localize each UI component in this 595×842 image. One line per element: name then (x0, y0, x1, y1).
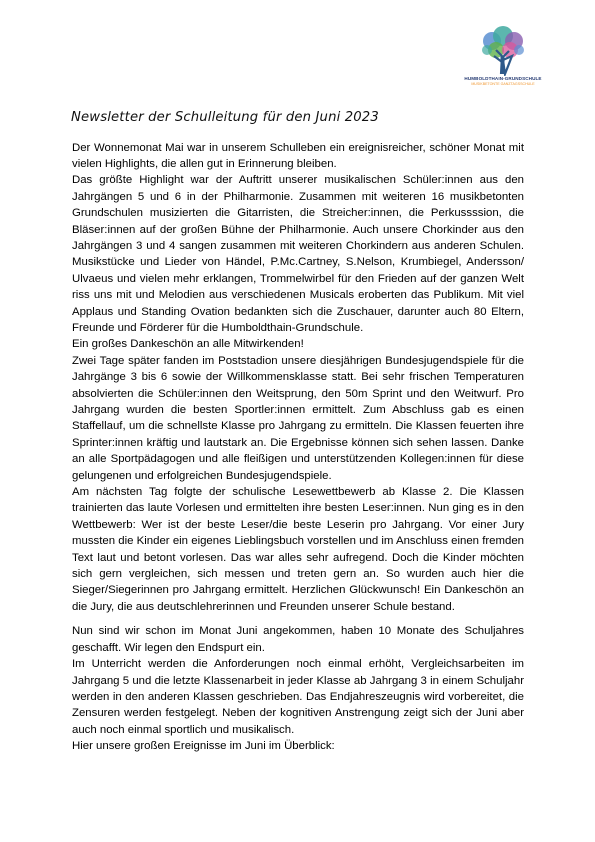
paragraph-thanks: Ein großes Dankeschön an alle Mitwirkenden! (72, 338, 304, 351)
logo-subtitle: MUSIKBETONTE GANZTAGSSCHULE (471, 82, 535, 86)
paragraph-bundesjugendspiele: Zwei Tage später fanden im Poststadion unsere diesjährigen Bundesjugendspiele für die Jahrgänge 3 bis 6 sowie der Willkommensklasse statt. Bei sehr frischen Temperaturen absolvierten die Schüler:innen den Weitsprung, den 50m Sprint und den Weitwurf. Pro Jahrgang wurden die besten Sportler:innen ermittelt. Zum Abschluss gab es einen Staffellauf, um die schnellste Klasse pro Jahrgang zu ermitteln. Die Klassen feuerten ihre Sprinter:innen kräftig und lautstark an. Die Ergebnisse können sich sehen lassen. Danke an alle Sportpädagogen und alle fleißigen und unterstützenden Kollegen:innen für diese gelungenen und erfolgreichen Bundesjugendspiele. (72, 354, 524, 482)
paragraph-unterricht: Im Unterricht werden die Anforderungen noch einmal erhöht, Vergleichsarbeiten im Jahrgang 5 und die letzte Klassenarbeit in jeder Klasse ab Jahrgang 3 in einem Schuljahr werden in den anderen Klassen geschrieben. Das Endjahreszeugnis wird vorbereitet, die Zensuren werden festgelegt. Neben der kognitiven Anstrengung zeigt sich der Juni aber auch noch einmal sportlich und musikalisch. (72, 658, 524, 736)
tree-logo-icon (474, 26, 532, 76)
school-logo (462, 26, 544, 92)
page-title: Newsletter der Schulleitung für den Juni 2023 (71, 110, 379, 125)
paragraph-juni: Nun sind wir schon im Monat Juni angekommen, haben 10 Monate des Schuljahres geschafft. Wir legen den Endspurt ein. (72, 625, 524, 654)
newsletter-body (72, 140, 524, 755)
paragraph-intro: Der Wonnemonat Mai war in unserem Schulleben ein ereignisreicher, schöner Monat mit vielen Highlights, die allen gut in Erinnerung bleiben. (72, 141, 524, 170)
paragraph-philharmonie: Das größte Highlight war der Auftritt unserer musikalischen Schüler:innen aus den Jahrgängen 5 und 6 in der Philharmonie. Zusammen mit weiteren 16 musikbetonten Grundschulen musizierten die Gitarristen, die Streicher:innen, die Perkussssion, die Bläser:innen auf der großen Bühne der Philharmonie. Auch unsere Chorkinder aus den Jahrgängen 3 und 4 sangen zusammen mit weiteren Chorkindern aus anderen Schulen. Musikstücke und Lieder von Händel, P.Mc.Cartney, S.Nelson, Krumbiegel, Andersson/ Ulvaeus und vielen mehr erklangen, Trommelwirbel für den Frieden auf der ganzen Welt riss uns mit und Melodien aus verschiedenen Musicals eroberten das Publikum. Mit viel Applaus und Standing Ovation bedankten sich die Zuschauer, darunter auch 80 Eltern, Freunde und Förderer für die Humboldthain-Grundschule. (72, 174, 524, 334)
paragraph-lesewettbewerb: Am nächsten Tag folgte der schulische Lesewettbewerb ab Klasse 2. Die Klassen trainierten das laute Vorlesen und ermittelten ihre besten Leser:innen. Nun ging es in den Wettbewerb: Wer ist der beste Leser/die beste Leserin pro Jahrgang. Vor einer Jury mussten die Kinder ein eigenes Lieblingsbuch vorstellen und im Anschluss einen fremden Text laut und betont vorlesen. Das war alles sehr aufregend. Doch die Kinder möchten sich gern vergleichen, sich messen und treten gern an. So wurden auch hier die Sieger/Siegerinnen pro Jahrgang ermittelt. Herzlichen Glückwunsch! Ein Dankeschön an die Jury, die aus deutschlehrerinnen und Freunden unserer Schule bestand. (72, 486, 524, 613)
logo-school-name: HUMBOLDTHAIN-GRUNDSCHULE (464, 76, 542, 81)
paragraph-ueberblick: Hier unsere großen Ereignisse im Juni im Überblick: (72, 740, 335, 753)
